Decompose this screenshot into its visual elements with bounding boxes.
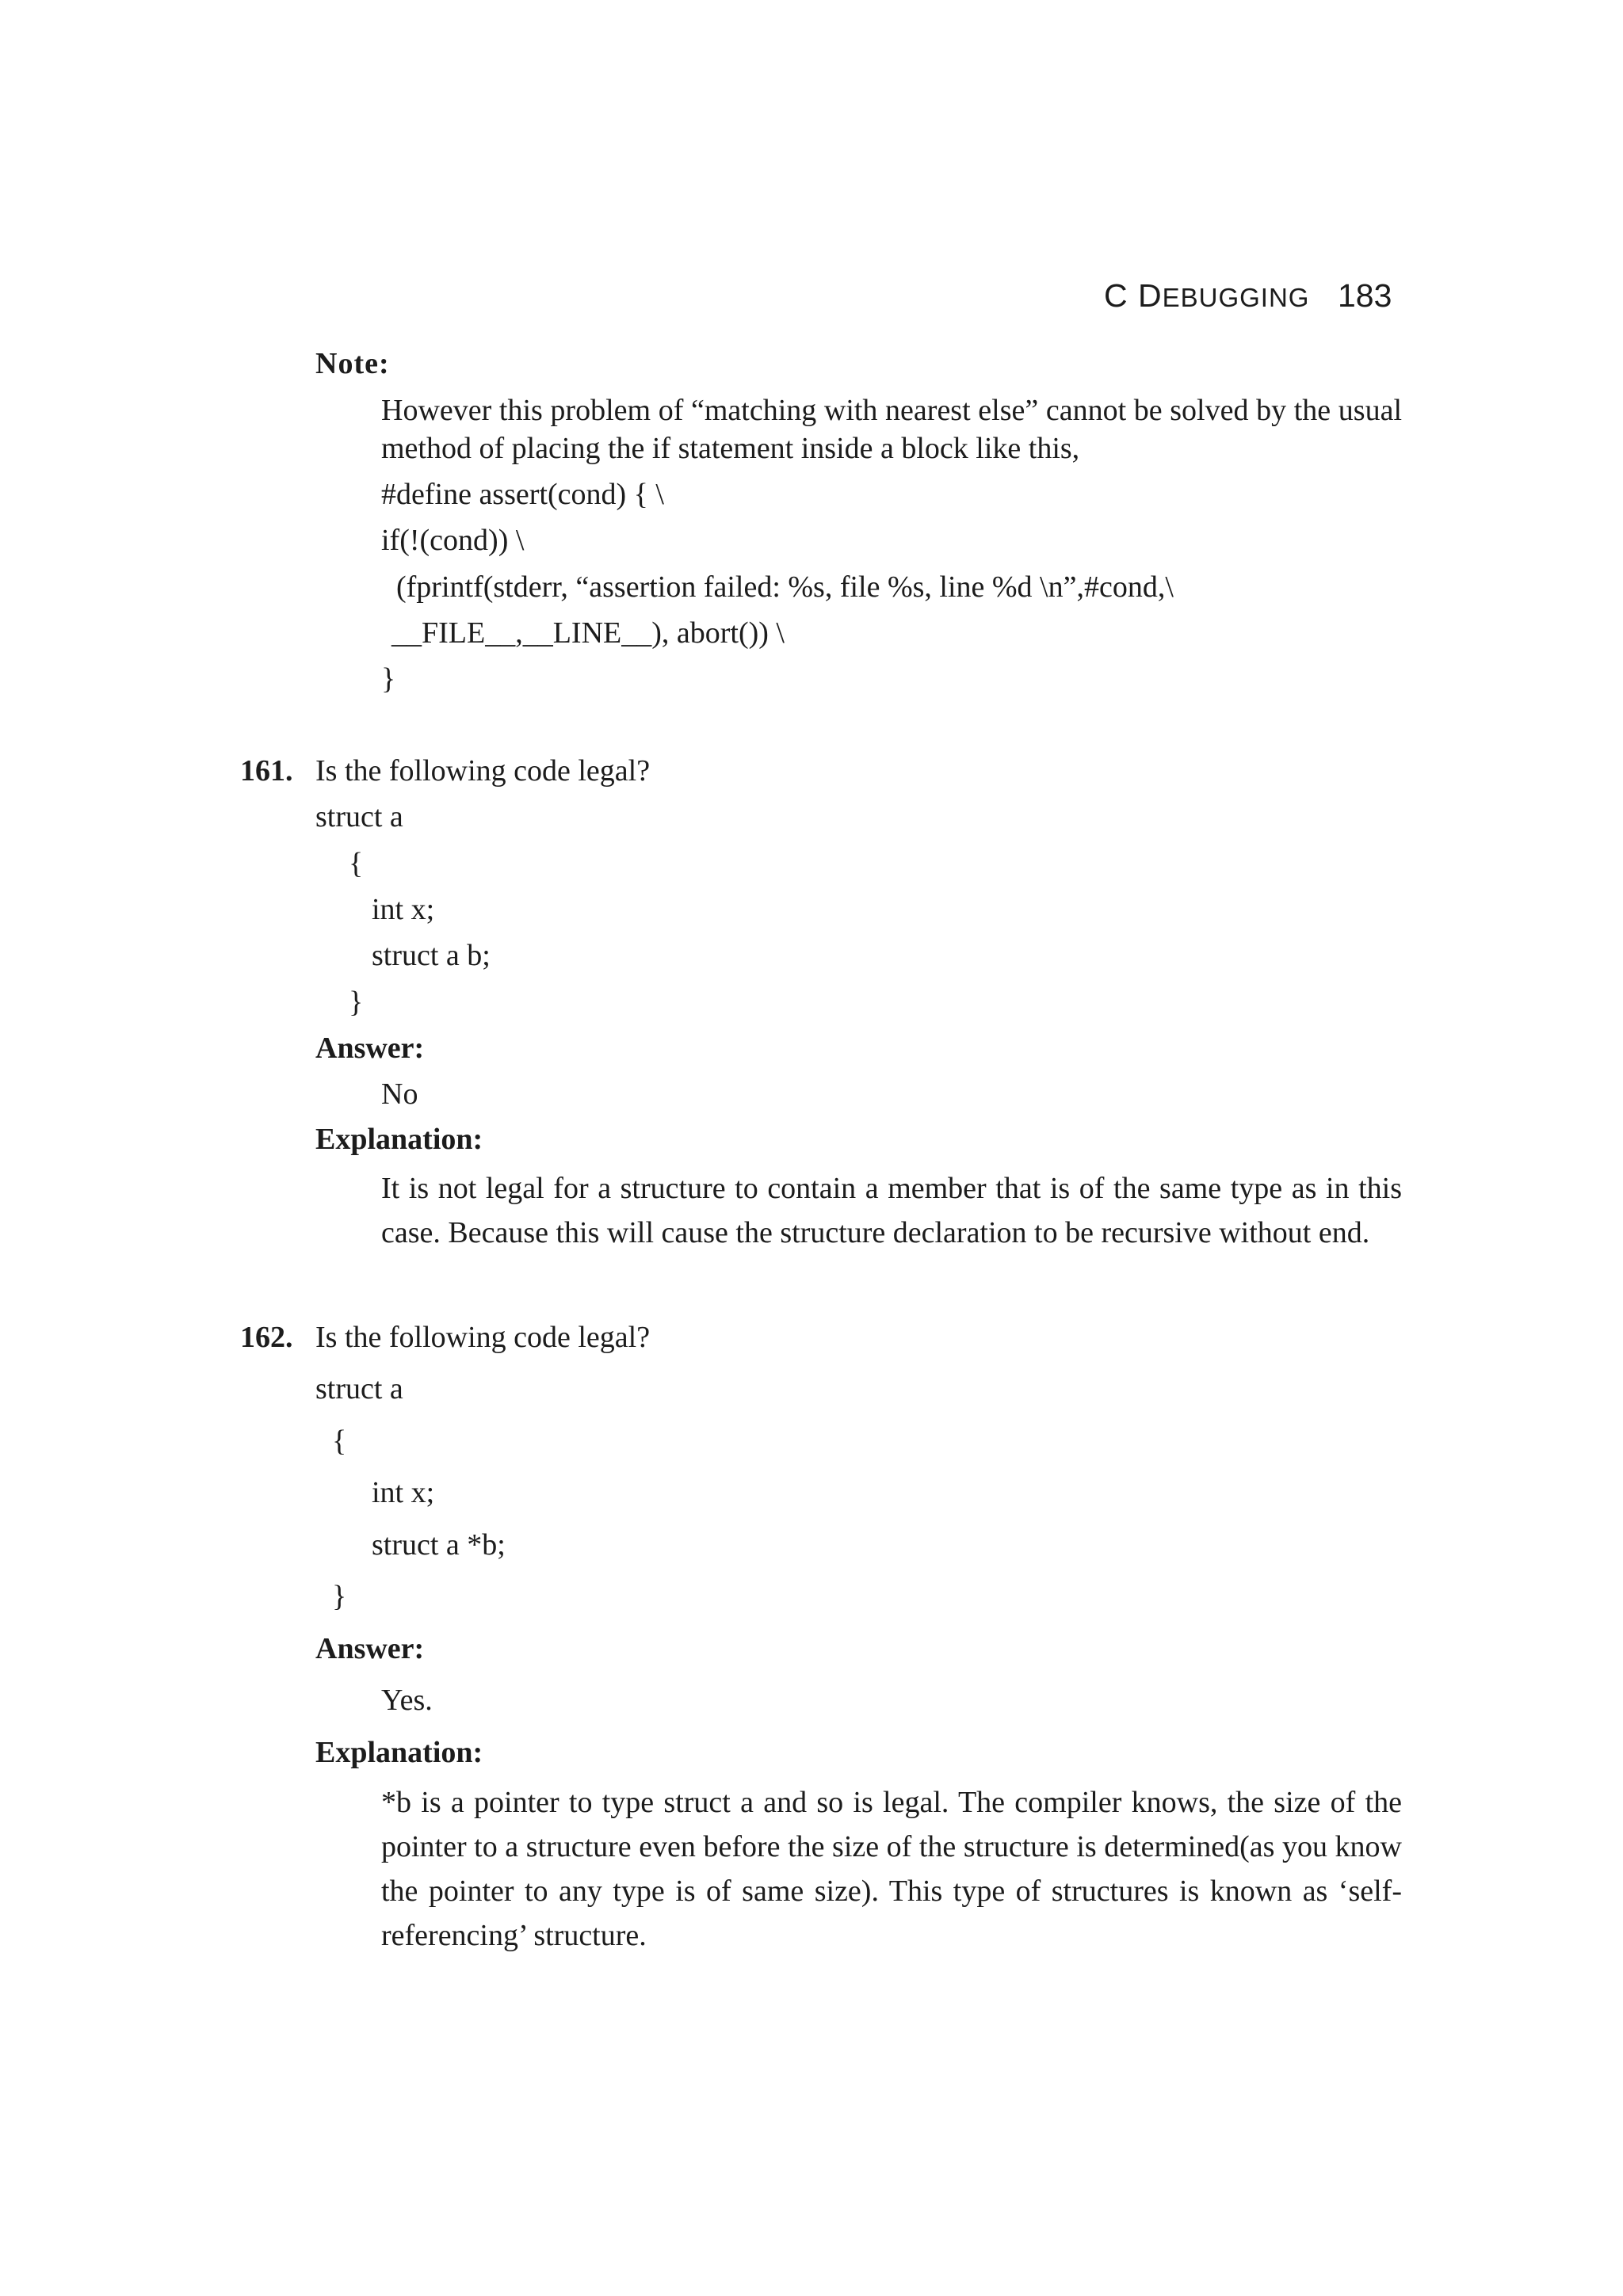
explanation-paragraph <box>381 1780 1402 1958</box>
note-line: method of placing the if statement inside a block like this, <box>381 432 1080 465</box>
answer-text: Yes. <box>381 1684 433 1717</box>
explanation-line: It is not legal for a structure to contain a member that is of the same type as in this <box>381 1172 1402 1205</box>
explanation-paragraph <box>381 1166 1402 1255</box>
explanation-label: Explanation: <box>315 1123 483 1156</box>
code-line: struct a <box>315 800 403 833</box>
code-line: { <box>332 1425 347 1458</box>
explanation-label: Explanation: <box>315 1736 483 1769</box>
code-line: int x; <box>372 893 435 926</box>
code-line: int x; <box>372 1476 435 1509</box>
note-code-line: __FILE__,__LINE__), abort()) \ <box>391 616 785 650</box>
note-line: However this problem of “matching with nearest else” cannot be solved by the usual <box>381 394 1402 427</box>
explanation-line: the pointer to any type is of same size). This type of structures is known as ‘self- <box>381 1875 1402 1908</box>
running-header-title: C DEBUGGING <box>1104 277 1310 314</box>
explanation-line: case. Because this will cause the structure declaration to be recursive without end. <box>381 1216 1370 1249</box>
note-code-line: if(!(cond)) \ <box>381 524 525 557</box>
code-line: struct a b; <box>372 939 491 972</box>
note-label: Note: <box>315 347 390 380</box>
note-code-line: #define assert(cond) { \ <box>381 478 664 511</box>
question-number: 162. <box>240 1321 293 1354</box>
answer-label: Answer: <box>315 1632 425 1665</box>
answer-text: No <box>381 1077 418 1111</box>
code-line: struct a *b; <box>372 1528 506 1562</box>
explanation-line: referencing’ structure. <box>381 1919 647 1952</box>
explanation-line: pointer to a structure even before the size of the structure is determined(as you know <box>381 1830 1402 1863</box>
answer-label: Answer: <box>315 1032 425 1065</box>
note-code-line: (fprintf(stderr, “assertion failed: %s, file %s, line %d \n”,#cond,\ <box>396 570 1174 604</box>
question-number: 161. <box>240 754 293 788</box>
code-line: struct a <box>315 1372 403 1405</box>
explanation-line: *b is a pointer to type struct a and so is legal. The compiler knows, the size of the <box>381 1786 1402 1819</box>
note-paragraph <box>381 388 1402 471</box>
code-line: } <box>332 1580 347 1613</box>
code-line: } <box>349 986 364 1019</box>
note-code-line: } <box>381 662 396 696</box>
question-text: Is the following code legal? <box>315 754 651 788</box>
code-line: { <box>349 847 364 880</box>
question-text: Is the following code legal? <box>315 1321 651 1354</box>
page-number: 183 <box>1338 277 1392 314</box>
